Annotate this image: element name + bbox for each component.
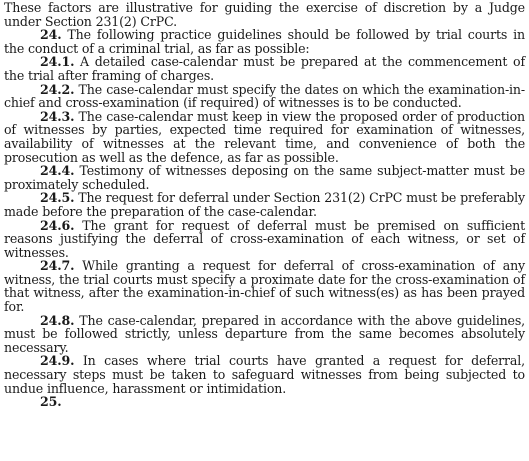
paragraph-number: 24.1.: [40, 54, 75, 70]
paragraph-24-1: [4, 55, 525, 82]
paragraph-24-7: [4, 259, 525, 313]
document-page: [4, 0, 525, 410]
paragraph-number: 25.: [40, 394, 62, 410]
paragraph-number: 24.6.: [40, 217, 75, 233]
intro-paragraph: These factors are illustrative for guiding the exercise of discretion by a Judge under Section 231(2) CrPC.: [4, 0, 525, 29]
paragraph-24: [4, 28, 525, 55]
paragraph-text: Testimony of witnesses deposing on the same subject-matter must be proximately scheduled.: [4, 163, 525, 192]
paragraph-24-2: [4, 83, 525, 110]
paragraph-25-cut: [4, 395, 525, 409]
cut-off-line: [4, 394, 525, 410]
paragraph-number: 24.2.: [40, 81, 75, 97]
paragraph-number: 24.9.: [40, 353, 75, 369]
paragraph-text: In cases where trial courts have granted a request for deferral, necessary steps must be taken to safeguard witnesses from being subjected to undue influence, harassment or intimidation.: [4, 353, 525, 396]
paragraph-text: The following practice guidelines should be followed by trial courts in the conduct of a criminal trial, as far as possible:: [4, 27, 525, 56]
paragraph-text: The case-calendar must keep in view the proposed order of production of witnesses by parties, expected time required for examination of witnesses, availability of witnesses at the relevant time, and convenience of both the prosecution as well as the defence, as far as possible.: [4, 108, 525, 165]
paragraph-number: 24.3.: [40, 108, 75, 124]
paragraph-number: 24.4.: [40, 163, 75, 179]
paragraph-24-3: [4, 110, 525, 164]
paragraph-24-5: [4, 191, 525, 218]
paragraph-text: The case-calendar must specify the dates on which the examination-in-chief and cross-examination (if required) of witnesses is to be conducted.: [4, 81, 525, 111]
paragraph-text: The case-calendar, prepared in accordance with the above guidelines, must be followed strictly, unless departure from the same becomes absolutely necessary.: [4, 312, 525, 355]
paragraph-24-9: [4, 354, 525, 395]
paragraph-text: A detailed case-calendar must be prepared at the commencement of the trial after framing of charges.: [4, 54, 525, 83]
paragraph-24-6: [4, 219, 525, 260]
paragraph-24-8: [4, 314, 525, 355]
paragraph-number: 24.7.: [40, 258, 75, 274]
paragraph-24-4: [4, 164, 525, 191]
paragraph-number: 24.5.: [40, 190, 75, 206]
paragraph-text: While granting a request for deferral of cross-examination of any witness, the trial courts must specify a proximate date for the cross-examination of that witness, after the examination-in-chief of such witness(es) as has been prayed for.: [4, 258, 525, 315]
paragraph-text: The grant for request of deferral must be premised on sufficient reasons justifying the deferral of cross-examination of each witness, or set of witnesses.: [4, 217, 525, 260]
paragraph-number: 24.: [40, 27, 62, 43]
paragraph-number: 24.8.: [40, 312, 75, 328]
paragraph-text: The request for deferral under Section 231(2) CrPC must be preferably made before the preparation of the case-calendar.: [4, 190, 525, 219]
